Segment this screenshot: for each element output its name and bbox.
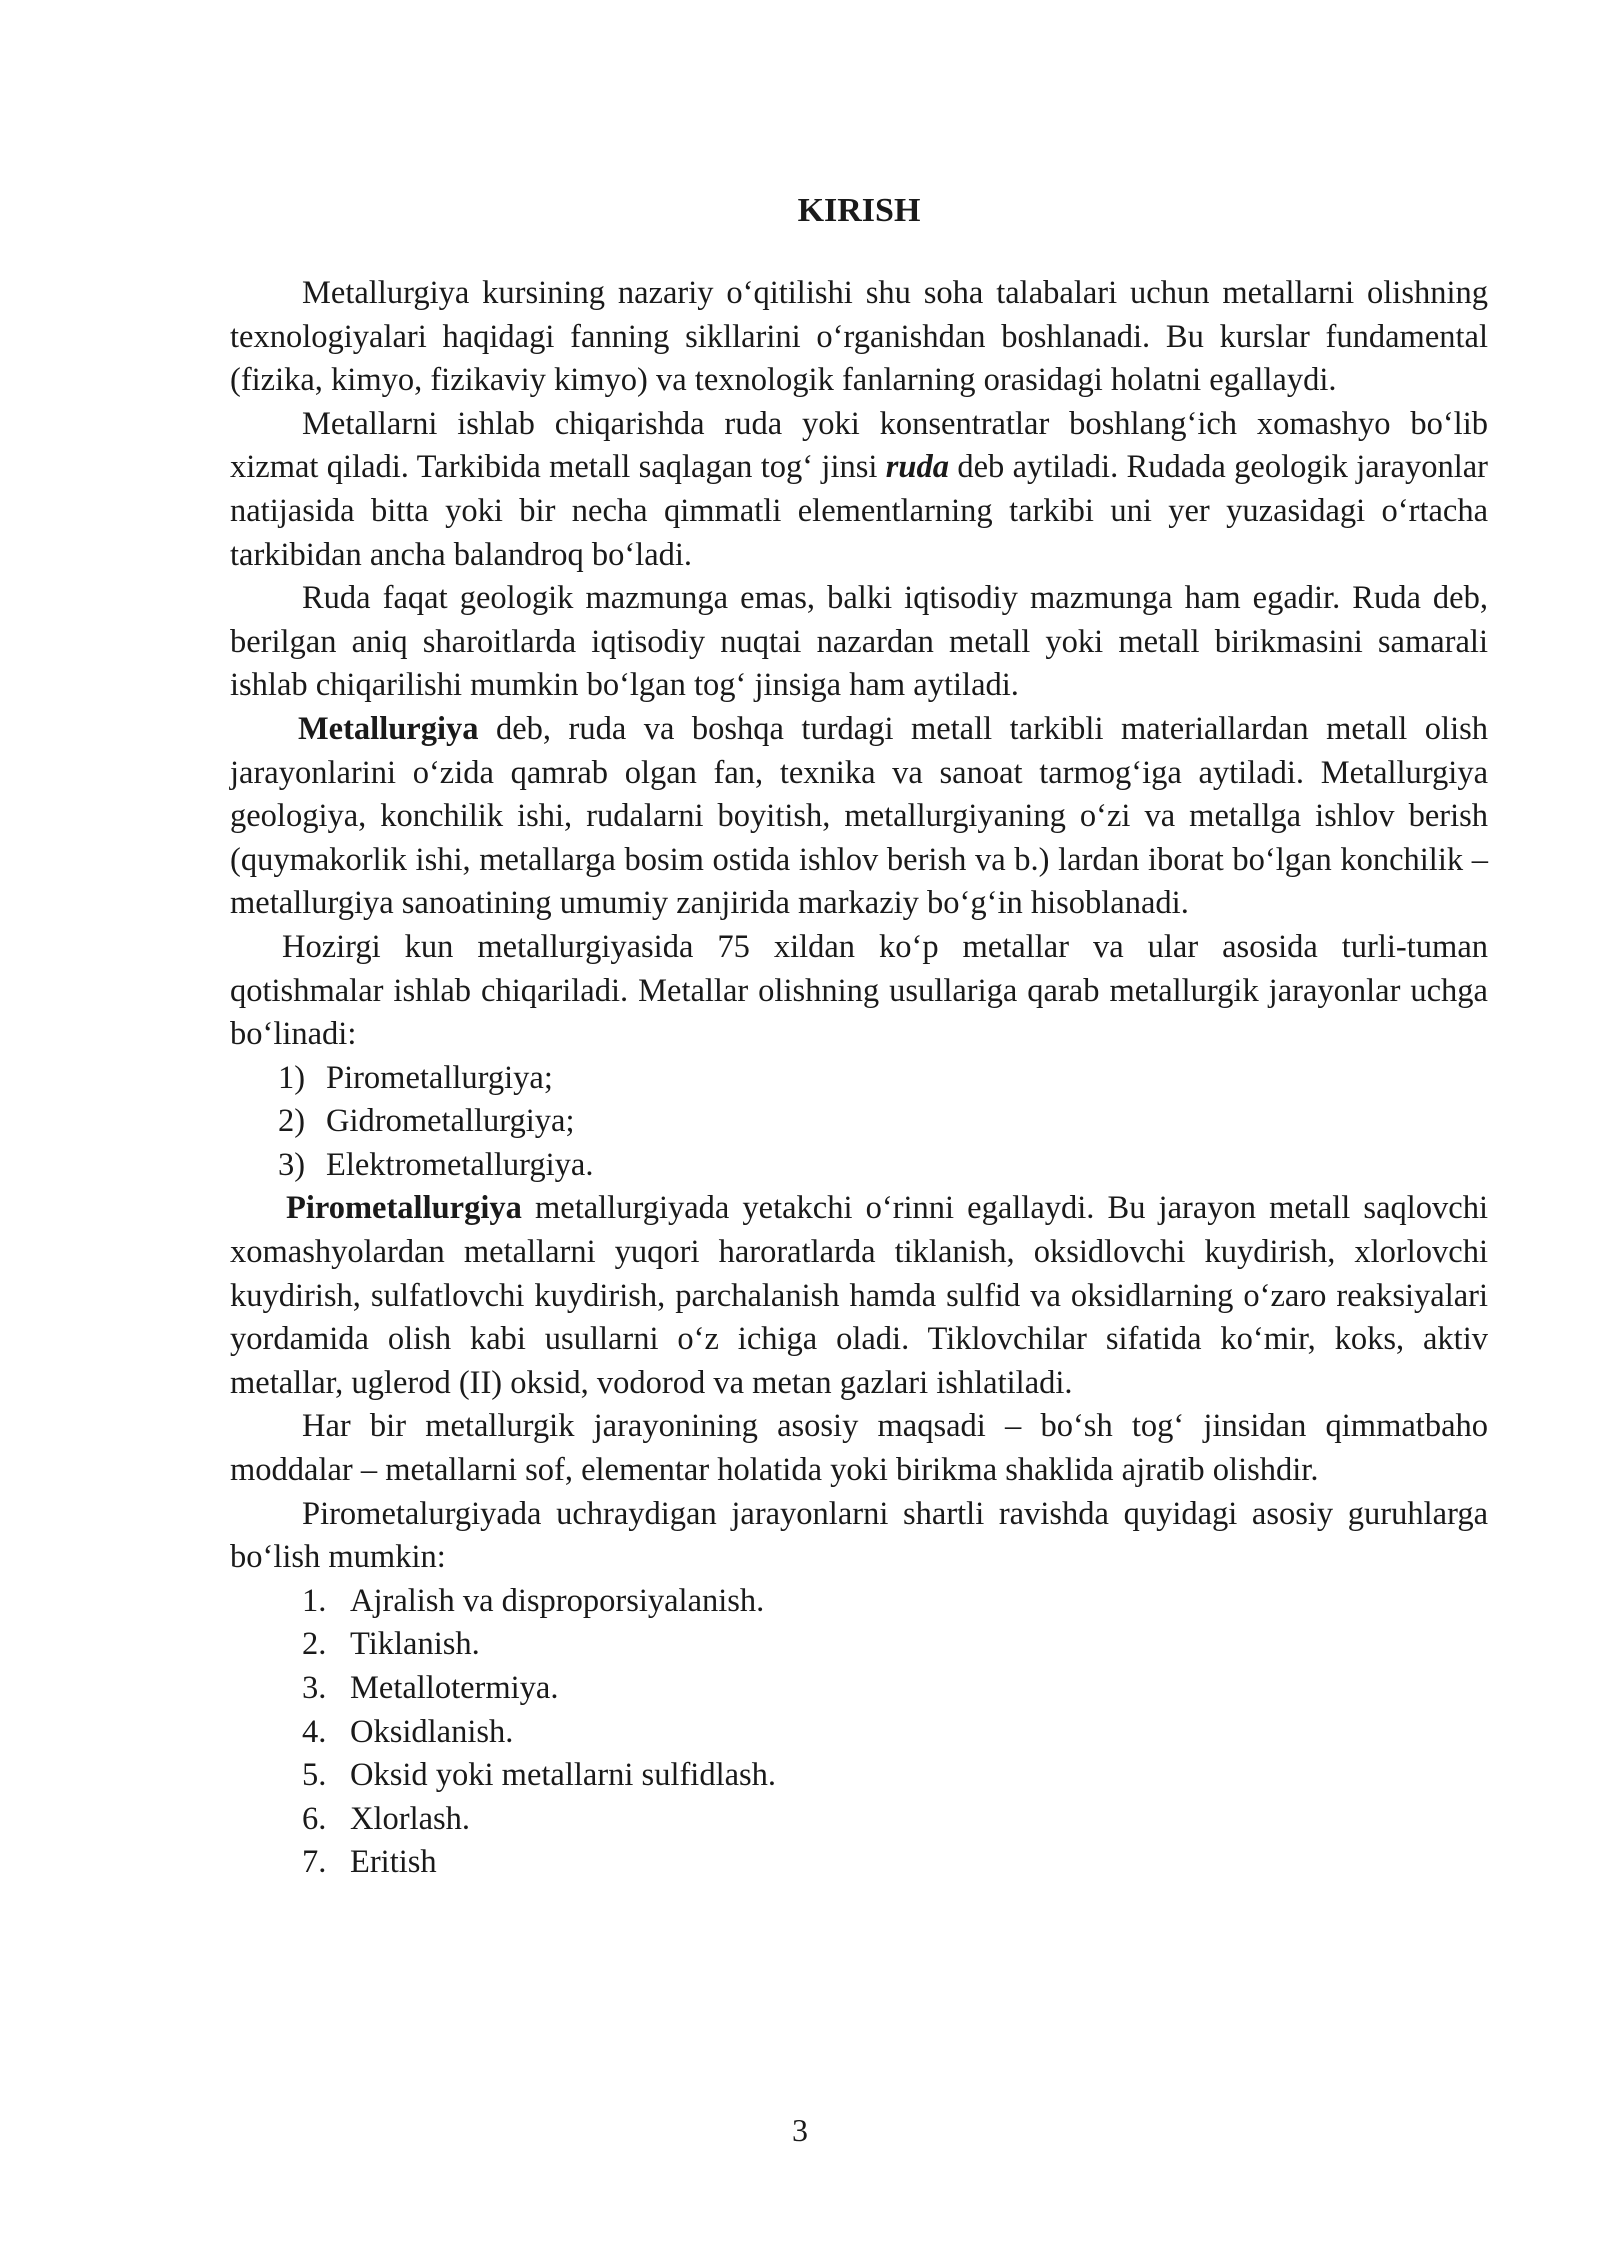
list-item-number: 5. [302,1757,327,1794]
list-item-number: 7. [302,1844,327,1881]
list-item-text: Xlorlash. [350,1800,471,1837]
list-item [230,1144,1488,1188]
page-number: 3 [792,2112,808,2148]
list-item-text: Eritish [350,1844,437,1881]
list-item-number: 3) [278,1146,306,1183]
list-item [230,1100,1488,1144]
list-item-number: 1) [278,1059,306,1096]
paragraph-groups-intro: Pirometalurgiyada uchraydigan jarayonlarni shartli ravishda quyidagi asosiy guruhlarga bo‘lish mumkin: [230,1495,1488,1576]
list-item [230,1841,1488,1885]
list-item-text: Elektrometallurgiya. [326,1146,594,1183]
list-item [230,1623,1488,1667]
methods-list [230,1057,1488,1188]
term-ruda: ruda [885,449,949,486]
paragraph-pirometallurgiya-text: metallurgiyada yetakchi o‘rinni egallaydi. Bu jarayon metall saqlovchi xomashyolardan metallarni yuqori haroratlarda tiklanish, oksidlovchi kuydirish, xlorlovchi kuydirish, sulfatlovchi kuydirish, parchalanish hamda sulfid va oksidlarning o‘zaro reaksiyalari yordamida olish kabi usullarni o‘z ichiga oladi. Tiklovchilar sifatida ko‘mir, koks, aktiv metallar, uglerod (II) oksid, vodorod va metan gazlari ishlatiladi. [230,1190,1488,1401]
list-item-text: Pirometallurgiya; [326,1059,553,1096]
list-item-number: 2. [302,1626,327,1663]
term-metallurgiya: Metallurgiya [298,710,479,747]
list-item [230,1580,1488,1624]
list-item-text: Gidrometallurgiya; [326,1103,575,1140]
list-item [230,1711,1488,1755]
list-item-text: Metallotermiya. [350,1670,559,1706]
list-item-number: 1. [302,1582,327,1619]
document-page [230,190,1488,1885]
paragraph-ruda-definition: Ruda faqat geologik mazmunga emas, balki iqtisodiy mazmunga ham egadir. Ruda deb, berilgan aniq sharoitlarda iqtisodiy nuqtai nazardan metall yoki metall birikmasini samarali ishlab chiqarilishi mumkin bo‘lgan tog‘ jinsiga ham aytiladi. [230,580,1488,704]
paragraph-methods-intro: Hozirgi kun metallurgiyasida 75 xildan ko‘p metallar va ular asosida turli-tuman qotishmalar ishlab chiqariladi. Metallar olishning usullariga qarab metallurgik jarayonlar uchga bo‘linadi: [230,928,1488,1053]
term-pirometallurgiya: Pirometallurgiya [286,1190,522,1227]
list-item-text: Oksidlanish. [350,1713,514,1750]
list-item-number: 2) [278,1103,306,1140]
paragraph-ruda-part1: Metallarni ishlab chiqarishda ruda yoki konsentratlar boshlang‘ich xomashyo bo‘lib xizmat qiladi. Tarkibida metall saqlagan tog‘ jinsi [230,405,1488,486]
paragraph-goal: Har bir metallurgik jarayonining asosiy maqsadi – bo‘sh tog‘ jinsidan qimmatbaho moddalar – metallarni sof, elementar holatida yoki birikma shaklida ajratib olishdir. [230,1408,1488,1489]
list-item-text: Oksid yoki metallarni sulfidlash. [350,1757,777,1794]
list-item-number: 3. [302,1670,327,1706]
list-item-number: 4. [302,1713,327,1750]
list-item-number: 6. [302,1800,327,1837]
list-item-text: Ajralish va disproporsiyalanish. [350,1582,765,1619]
page-title: KIRISH [797,192,921,229]
list-item [230,1667,1488,1711]
list-item [230,1057,1488,1101]
paragraph-intro: Metallurgiya kursining nazariy o‘qitilishi shu soha talabalari uchun metallarni olishning texnologiyalari haqidagi fanning sikllarini o‘rganishdan boshlanadi. Bu kurslar fundamental (fizika, kimyo, fizikaviy kimyo) va texnologik fanlarning orasidagi holatni egallaydi. [230,275,1488,399]
processes-list [230,1580,1488,1885]
list-item [230,1754,1488,1798]
paragraph-metallurgiya-text: deb, ruda va boshqa turdagi metall tarkibli materiallardan metall olish jarayonlarini o‘zida qamrab olgan fan, texnika va sanoat tarmog‘iga aytiladi. Metallurgiya geologiya, konchilik ishi, rudalarni boyitish, metallurgiyaning o‘zi va metallga ishlov berish (quymakorlik ishi, metallarga bosim ostida ishlov berish va b.) lardan iborat bo‘lgan konchilik – metallurgiya sanoatining umumiy zanjirida markaziy bo‘g‘in hisoblanadi. [230,710,1488,922]
paragraph-metallurgiya [230,708,1488,926]
paragraph-ruda [230,403,1488,577]
paragraph-ruda-part2: deb aytiladi. Rudada geologik jarayonlar natijasida bitta yoki bir necha qimmatli elementlarning tarkibi uni yer yuzasidagi o‘rtacha tarkibidan ancha balandroq bo‘ladi. [230,449,1488,573]
paragraph-pirometallurgiya [230,1187,1488,1405]
list-item-text: Tiklanish. [350,1626,480,1663]
list-item [230,1798,1488,1842]
